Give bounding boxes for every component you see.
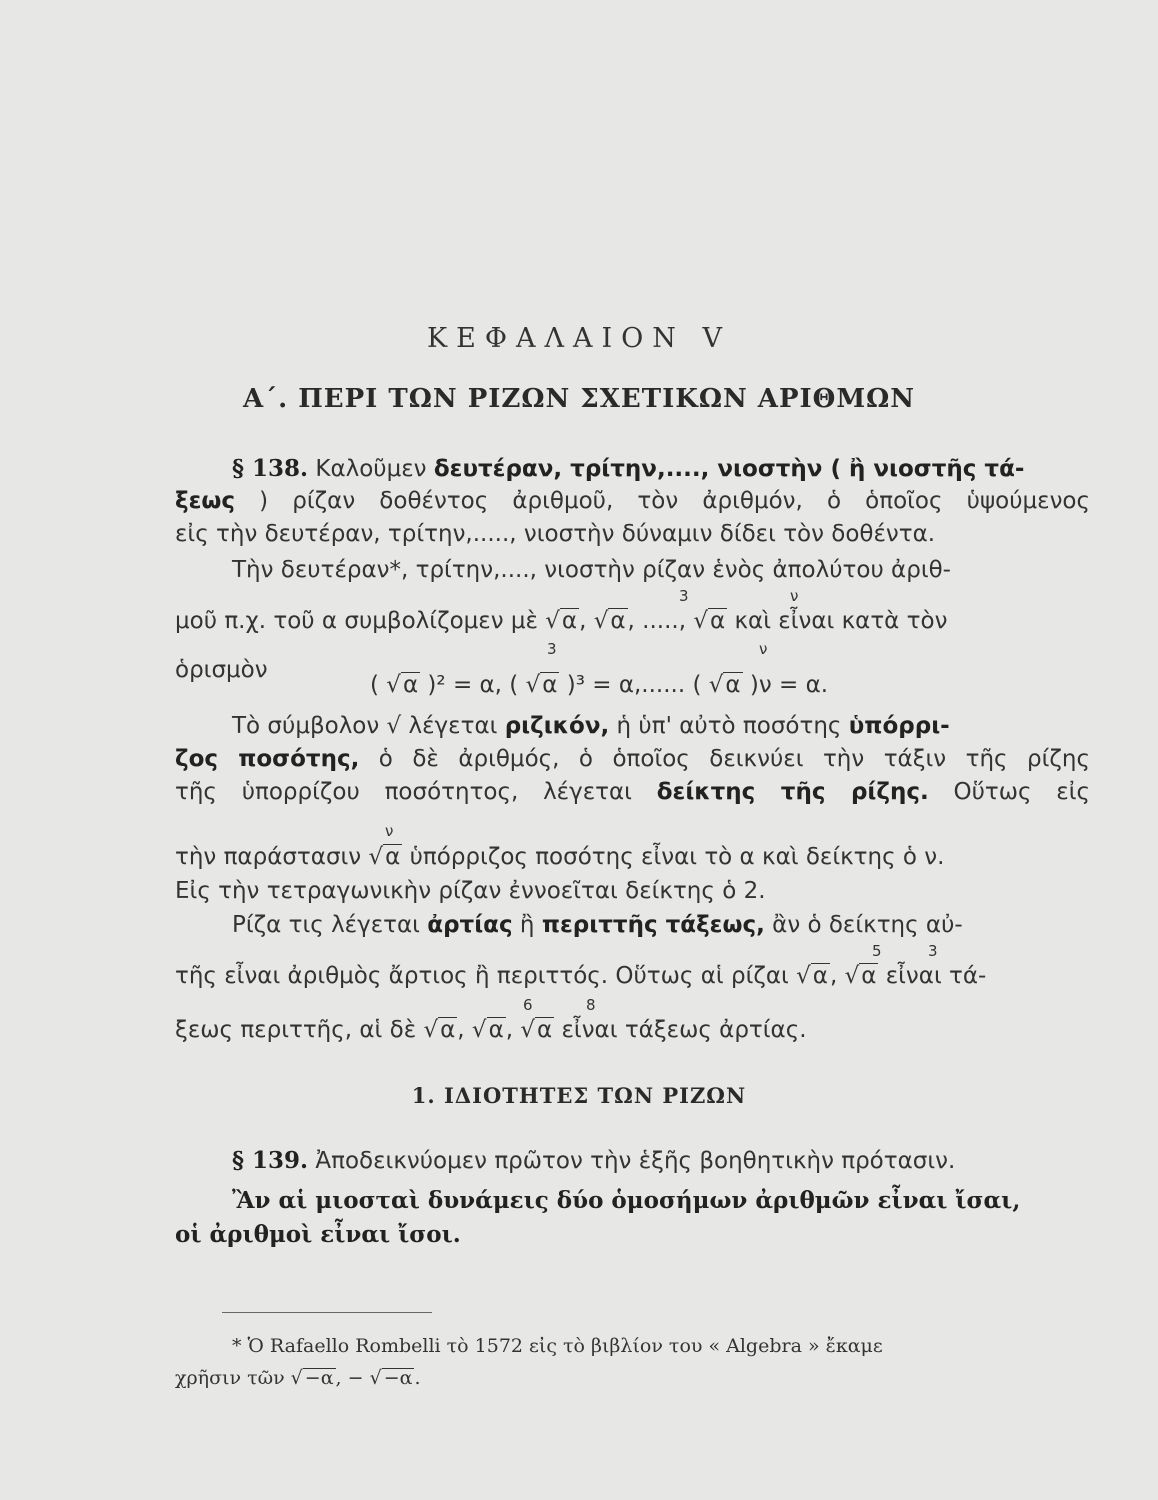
radical-expression: √α	[693, 608, 726, 634]
section-number-138: § 138.	[232, 455, 309, 482]
footnote-line-2: χρῆσιν τῶν √ −α , − √ −α .	[175, 1367, 421, 1389]
radical-expression: √α	[708, 672, 741, 698]
root-index: ν	[385, 822, 394, 840]
part-heading: Α΄. ΠΕΡΙ ΤΩΝ ΡΙΖΩΝ ΣΧΕΤΙΚΩΝ ΑΡΙΘΜΩΝ	[242, 384, 916, 414]
radical-expression: √α	[368, 844, 401, 870]
radical-expression: √α	[423, 1017, 456, 1043]
root-index: 5	[872, 942, 882, 960]
root-index: 6	[523, 996, 533, 1014]
radical-sign: √	[386, 713, 402, 739]
root-index: 3	[928, 942, 938, 960]
radical-expression: √α	[844, 963, 877, 989]
radical-expression: √ −α	[290, 1367, 334, 1389]
radical-expression: √α	[796, 963, 828, 989]
radical-expression: √α	[525, 672, 558, 698]
bold-term-radical: ριζικόν,	[504, 713, 610, 739]
p139-line-1: § 139. Ἀποδεικνύομεν πρῶτον τὴν ἑξῆς βοηθητικὴν πρότασιν.	[232, 1147, 956, 1174]
bold-term-even: ἀρτίας	[427, 912, 513, 938]
bold-term-orders: δευτέραν, τρίτην,...., νιοστὴν ( ἢ νιοστῆς τά-	[433, 456, 1025, 482]
p-symbol-line-2: ζος ποσότης, ὁ δὲ ἀριθμός, ὁ ὁποῖος δεικνύει τὴν τάξιν τῆς ρίζης	[175, 746, 1090, 772]
footnote-rule	[222, 1312, 432, 1313]
chapter-title: ΚΕΦΑΛΑΙΟΝ V	[426, 323, 732, 354]
bold-term-radicand: ὑπόρρι-	[848, 713, 950, 739]
p-symbol-line-1: Τὸ σύμβολον √ λέγεται ριζικόν, ἡ ὑπ' αὐτὸ ποσότης ὑπόρρι-	[232, 713, 950, 739]
bold-term-odd: περιττῆς τάξεως,	[541, 912, 765, 938]
radical-expression: √α	[593, 608, 626, 634]
section-heading: 1. ΙΔΙΟΤΗΤΕΣ ΤΩΝ ΡΙΖΩΝ	[411, 1083, 747, 1108]
p138-line-4: Τὴν δευτέραν*, τρίτην,...., νιοστὴν ρίζαν ἑνὸς ἀπολύτου ἀριθ-	[232, 557, 951, 583]
bold-term-index: δείκτης τῆς ρίζης.	[656, 779, 929, 805]
section-number-139: § 139.	[232, 1147, 309, 1174]
p138-line-5: μοῦ π.χ. τοῦ α συμβολίζομεν μὲ √α, √α, ....., √α καὶ εἶναι κατὰ τὸν	[175, 608, 948, 634]
radical-expression: √ −α	[369, 1367, 413, 1389]
root-index: ν	[759, 640, 768, 658]
root-index: 3	[679, 587, 689, 605]
p-symbol-line-4: τὴν παράστασιν √α ὑπόρριζος ποσότης εἶναι τὸ α καὶ δείκτης ὁ ν.	[175, 844, 945, 870]
root-index: 8	[586, 996, 596, 1014]
proposition-line-2: οἱ ἀριθμοὶ εἶναι ἴσοι.	[175, 1221, 461, 1248]
radical-expression: √α	[386, 672, 419, 698]
p138-line-1: § 138. Καλοῦμεν δευτέραν, τρίτην,...., νιοστὴν ( ἢ νιοστῆς τά-	[232, 455, 1025, 482]
p-order-line-1: Ρίζα τις λέγεται ἀρτίας ἢ περιττῆς τάξεως, ἂν ὁ δείκτης αὐ-	[232, 912, 963, 938]
definition-formula: ( √α )² = α, ( √α )³ = α,...... ( √α )ν = α.	[370, 672, 829, 698]
p138-line-6: ὁρισμὸν	[175, 657, 268, 683]
root-index: 3	[547, 640, 557, 658]
radical-expression: √α	[545, 608, 578, 634]
radical-expression: √α	[471, 1017, 504, 1043]
p138-line-2: ξεως ) ρίζαν δοθέντος ἀριθμοῦ, τὸν ἀριθμόν, ὁ ὁποῖος ὑψούμενος	[175, 488, 1090, 514]
root-index: ν	[790, 587, 799, 605]
footnote-line-1: * Ὁ Rafaello Rombelli τὸ 1572 εἰς τὸ βιβλίον του « Algebra » ἔκαμε	[232, 1335, 883, 1357]
p-symbol-line-3: τῆς ὑπορρίζου ποσότητος, λέγεται δείκτης τῆς ρίζης. Οὕτως εἰς	[175, 779, 1090, 805]
p-order-line-2: τῆς εἶναι ἀριθμὸς ἄρτιος ἢ περιττός. Οὕτως αἱ ρίζαι √α, √α εἶναι τά-	[175, 963, 987, 989]
radical-expression: √α	[520, 1017, 553, 1043]
p138-line-3: εἰς τὴν δευτέραν, τρίτην,....., νιοστὴν δύναμιν δίδει τὸν δοθέντα.	[175, 521, 936, 547]
p-order-line-3: ξεως περιττῆς, αἱ δὲ √α, √α, √α εἶναι τάξεως ἀρτίας.	[175, 1017, 807, 1043]
proposition-line-1: Ἂν αἱ μιοσταὶ δυνάμεις δύο ὁμοσήμων ἀριθμῶν εἶναι ἴσαι,	[232, 1187, 1021, 1214]
p-symbol-line-5: Εἰς τὴν τετραγωνικὴν ρίζαν ἐννοεῖται δείκτης ὁ 2.	[175, 878, 766, 904]
